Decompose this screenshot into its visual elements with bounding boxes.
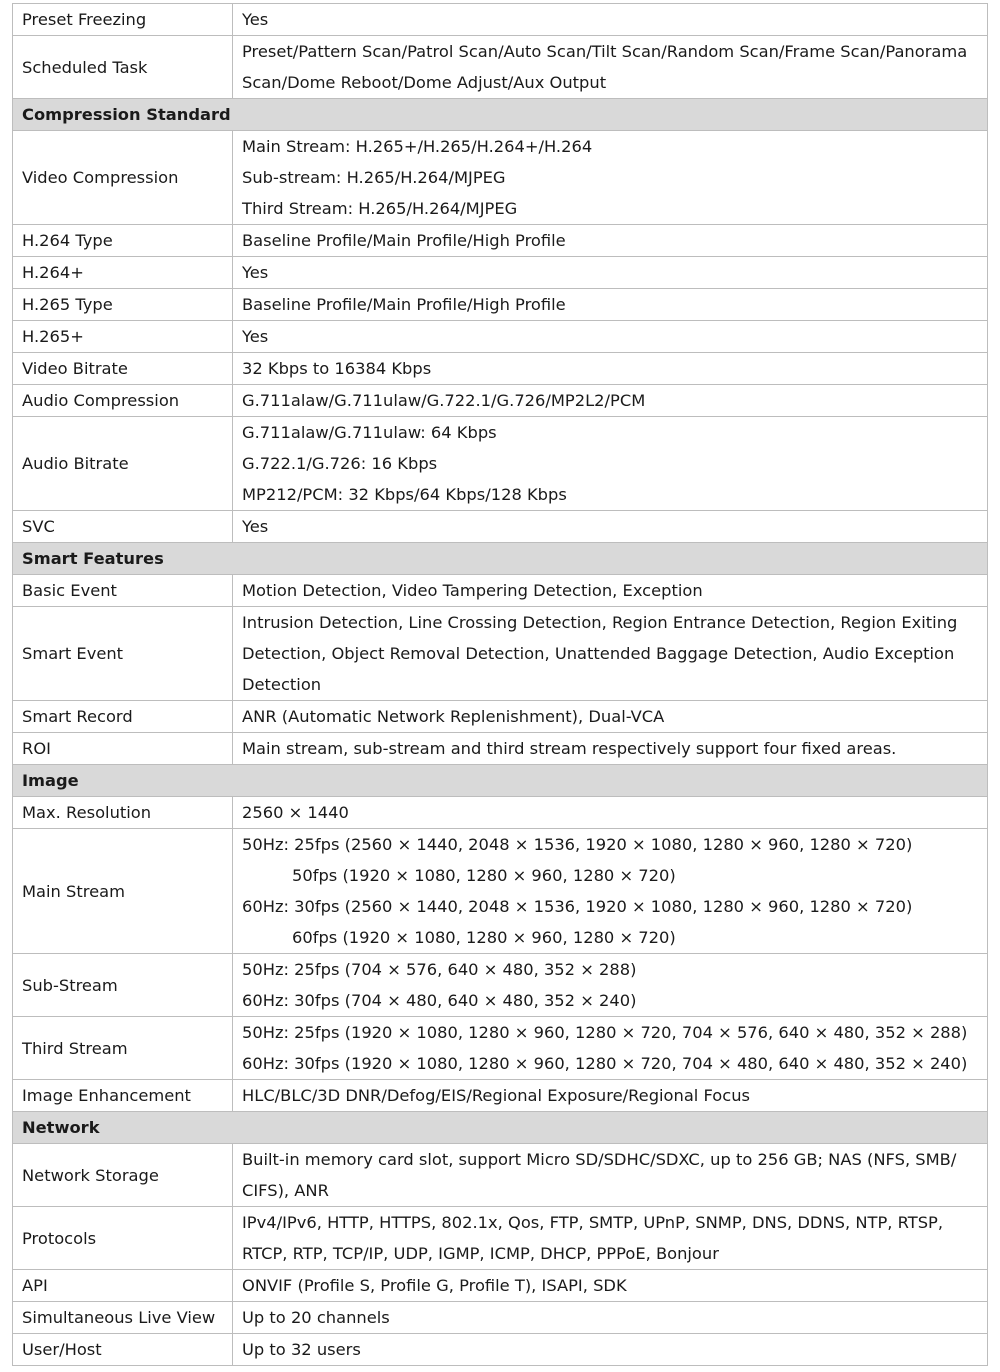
spec-value-line: 60fps (1920 × 1080, 1280 × 960, 1280 × 720) — [292, 928, 676, 947]
spec-row — [13, 1207, 988, 1270]
spec-table — [12, 3, 988, 1366]
spec-value — [233, 131, 988, 225]
spec-value — [233, 1334, 988, 1366]
spec-label: Video Bitrate — [13, 353, 233, 385]
spec-value-line: Yes — [242, 327, 269, 346]
spec-value — [233, 797, 988, 829]
spec-label: Max. Resolution — [13, 797, 233, 829]
spec-row — [13, 511, 988, 543]
spec-value-line: Preset/Pattern Scan/Patrol Scan/Auto Scan/Tilt Scan/Random Scan/Frame Scan/Panorama — [242, 42, 968, 61]
section-header-row — [13, 543, 988, 575]
spec-value — [233, 257, 988, 289]
spec-value — [233, 1144, 988, 1207]
spec-value-line: 50Hz: 25fps (704 × 576, 640 × 480, 352 × 288) — [242, 960, 637, 979]
spec-value-line: 50fps (1920 × 1080, 1280 × 960, 1280 × 720) — [292, 866, 676, 885]
spec-value — [233, 4, 988, 36]
spec-row — [13, 417, 988, 511]
spec-value-line: Yes — [242, 263, 269, 282]
spec-value-line: Baseline Profile/Main Profile/High Profile — [242, 231, 566, 250]
spec-value-line: Yes — [242, 10, 269, 29]
spec-row — [13, 1270, 988, 1302]
spec-value-line: Main Stream: H.265+/H.265/H.264+/H.264 — [242, 137, 593, 156]
spec-value-line: 60Hz: 30fps (704 × 480, 640 × 480, 352 × 240) — [242, 991, 637, 1010]
spec-row — [13, 954, 988, 1017]
spec-value-line: 32 Kbps to 16384 Kbps — [242, 359, 432, 378]
spec-label: ROI — [13, 733, 233, 765]
spec-value-line: Built-in memory card slot, support Micro SD/SDHC/SDXC, up to 256 GB; NAS (NFS, SMB/ — [242, 1150, 957, 1169]
spec-row — [13, 131, 988, 225]
spec-label: Smart Record — [13, 701, 233, 733]
spec-value-line: HLC/BLC/3D DNR/Defog/EIS/Regional Exposure/Regional Focus — [242, 1086, 751, 1105]
spec-row — [13, 1334, 988, 1366]
spec-label: Video Compression — [13, 131, 233, 225]
spec-value-line: Baseline Profile/Main Profile/High Profile — [242, 295, 566, 314]
spec-label: Audio Bitrate — [13, 417, 233, 511]
spec-value-line: 2560 × 1440 — [242, 803, 349, 822]
spec-label: Third Stream — [13, 1017, 233, 1080]
section-title: Compression Standard — [13, 99, 988, 131]
spec-label: SVC — [13, 511, 233, 543]
spec-row — [13, 797, 988, 829]
spec-value-line: Motion Detection, Video Tampering Detection, Exception — [242, 581, 703, 600]
spec-row — [13, 1144, 988, 1207]
spec-label: Simultaneous Live View — [13, 1302, 233, 1334]
spec-row — [13, 4, 988, 36]
spec-row — [13, 36, 988, 99]
spec-value-line: 60Hz: 30fps (1920 × 1080, 1280 × 960, 1280 × 720, 704 × 480, 640 × 480, 352 × 240) — [242, 1054, 968, 1073]
spec-value — [233, 1270, 988, 1302]
spec-row — [13, 353, 988, 385]
spec-label: Sub-Stream — [13, 954, 233, 1017]
spec-value — [233, 1017, 988, 1080]
spec-value-line: G.711alaw/G.711ulaw/G.722.1/G.726/MP2L2/PCM — [242, 391, 646, 410]
spec-value-line: Detection, Object Removal Detection, Unattended Baggage Detection, Audio Exception — [242, 644, 955, 663]
spec-row — [13, 733, 988, 765]
spec-value — [233, 36, 988, 99]
spec-table-body — [13, 4, 988, 1366]
spec-value-line: Yes — [242, 517, 269, 536]
spec-label: Basic Event — [13, 575, 233, 607]
spec-value — [233, 829, 988, 954]
spec-value-line: 60Hz: 30fps (2560 × 1440, 2048 × 1536, 1920 × 1080, 1280 × 960, 1280 × 720) — [242, 897, 913, 916]
spec-label: Main Stream — [13, 829, 233, 954]
spec-value-line: G.722.1/G.726: 16 Kbps — [242, 454, 438, 473]
spec-label: H.265 Type — [13, 289, 233, 321]
spec-value — [233, 417, 988, 511]
spec-value-line: Main stream, sub-stream and third stream respectively support four fixed areas. — [242, 739, 897, 758]
spec-value-line: ONVIF (Profile S, Profile G, Profile T), ISAPI, SDK — [242, 1276, 627, 1295]
spec-value — [233, 575, 988, 607]
spec-value-line: ANR (Automatic Network Replenishment), Dual-VCA — [242, 707, 665, 726]
spec-value — [233, 954, 988, 1017]
spec-value — [233, 225, 988, 257]
section-title: Smart Features — [13, 543, 988, 575]
spec-label: Preset Freezing — [13, 4, 233, 36]
spec-label: H.264+ — [13, 257, 233, 289]
spec-label: User/Host — [13, 1334, 233, 1366]
spec-row — [13, 607, 988, 701]
spec-row — [13, 225, 988, 257]
spec-label: H.264 Type — [13, 225, 233, 257]
spec-value-line: RTCP, RTP, TCP/IP, UDP, IGMP, ICMP, DHCP, PPPoE, Bonjour — [242, 1244, 719, 1263]
spec-value — [233, 289, 988, 321]
spec-value — [233, 353, 988, 385]
spec-value — [233, 1080, 988, 1112]
spec-value-line: Sub-stream: H.265/H.264/MJPEG — [242, 168, 506, 187]
spec-label: Image Enhancement — [13, 1080, 233, 1112]
spec-label: Protocols — [13, 1207, 233, 1270]
section-title: Network — [13, 1112, 988, 1144]
spec-value — [233, 385, 988, 417]
spec-value-line: Detection — [242, 675, 322, 694]
spec-row — [13, 829, 988, 954]
section-title: Image — [13, 765, 988, 797]
spec-row — [13, 701, 988, 733]
spec-row — [13, 1302, 988, 1334]
section-header-row — [13, 765, 988, 797]
spec-value — [233, 607, 988, 701]
spec-row — [13, 1017, 988, 1080]
spec-label: Smart Event — [13, 607, 233, 701]
spec-value — [233, 701, 988, 733]
section-header-row — [13, 99, 988, 131]
spec-value-line: Up to 20 channels — [242, 1308, 390, 1327]
spec-value-line: Intrusion Detection, Line Crossing Detection, Region Entrance Detection, Region Exiting — [242, 613, 958, 632]
spec-value-line: 50Hz: 25fps (1920 × 1080, 1280 × 960, 1280 × 720, 704 × 576, 640 × 480, 352 × 288) — [242, 1023, 968, 1042]
spec-value-line: CIFS), ANR — [242, 1181, 329, 1200]
spec-value — [233, 511, 988, 543]
spec-label: API — [13, 1270, 233, 1302]
spec-row — [13, 257, 988, 289]
spec-value — [233, 321, 988, 353]
spec-value-line: Third Stream: H.265/H.264/MJPEG — [242, 199, 518, 218]
section-header-row — [13, 1112, 988, 1144]
spec-label: H.265+ — [13, 321, 233, 353]
spec-label: Network Storage — [13, 1144, 233, 1207]
spec-value-line: MP212/PCM: 32 Kbps/64 Kbps/128 Kbps — [242, 485, 567, 504]
spec-row — [13, 385, 988, 417]
spec-row — [13, 575, 988, 607]
spec-row — [13, 1080, 988, 1112]
spec-value-line: Up to 32 users — [242, 1340, 361, 1359]
spec-label: Audio Compression — [13, 385, 233, 417]
spec-value — [233, 1207, 988, 1270]
spec-value — [233, 1302, 988, 1334]
spec-row — [13, 321, 988, 353]
spec-value — [233, 733, 988, 765]
spec-value-line: IPv4/IPv6, HTTP, HTTPS, 802.1x, Qos, FTP, SMTP, UPnP, SNMP, DNS, DDNS, NTP, RTSP, — [242, 1213, 944, 1232]
spec-value-line: 50Hz: 25fps (2560 × 1440, 2048 × 1536, 1920 × 1080, 1280 × 960, 1280 × 720) — [242, 835, 913, 854]
spec-value-line: Scan/Dome Reboot/Dome Adjust/Aux Output — [242, 73, 607, 92]
spec-row — [13, 289, 988, 321]
spec-label: Scheduled Task — [13, 36, 233, 99]
spec-value-line: G.711alaw/G.711ulaw: 64 Kbps — [242, 423, 497, 442]
